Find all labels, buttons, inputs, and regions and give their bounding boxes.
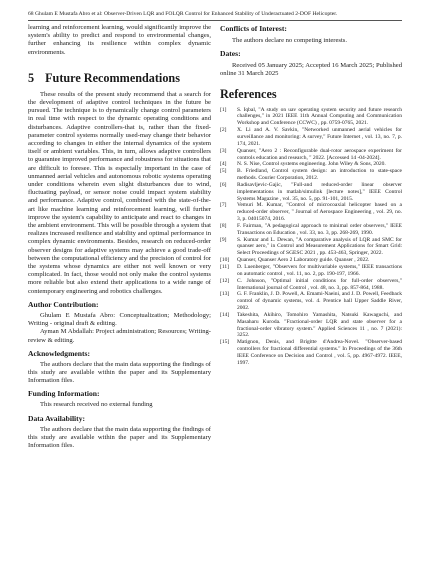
future-recommendations-paragraph: These results of the present study recommend that a search for the development of adaptive control techniques in the future be pursued. The technique is to dynamically change control parameters in real time with respect to the dynamic operating conditions and disturbances. Adaptive controllers-that is, rather than the fixed-parameter control systems normally used-may change their behavior according to changes in either the internal dynamics of the system itself or ambient variables. This, in turn, allows adaptive controllers to guarantee improved performance and robustness for situations that are difficult to foresee. This is especially important in the case of unmanned aerial vehicles and autonomous robotic systems operating under conditions wherein even slight disturbances due to wind, fluctuating payload, or sensor noise could impact system stability and performance. Adaptive control, combined with the state-of-the-art like machine learning and reinforcement learning, will further improve the system's capability to anticipate and react to changes in the ambient environment. This will be possible through a system that realizes increased resilience and stability and optimal performance in complex dynamic environments. Besides, research on reduced-order observer designs for adaptive systems may achieve a good trade-off between the computational efficiency and the precision of control for the systems whose dynamics are either not well known or very complicated. In fact, those would not only make the control systems more reliable but also extend their applications to a wide range of contemporary engineering and robotics challenges. — [28, 90, 211, 295]
acknowledgments-heading: Acknowledgments: — [28, 348, 91, 358]
running-header: 68 Ghulam E Mustafa Abro et al: Observer-Driven LQR and FOLQR Control for Enhanced Stability of Underactuated 2-DOF Helicopter. — [28, 11, 338, 17]
dates-text: Received 05 January 2025; Accepted 16 March 2025; Published online 31 March 2025 — [220, 62, 402, 78]
reference-text: Matignon, Denis, and Brigitte d'Andrea-Novel. "Observer-based controllers for fractional differential systems." In Proceedings of the 36th IEEE Conference on Decision and Control , vol. 5, pp. 4967-4972. IEEE, 1997. — [237, 339, 402, 366]
reference-item — [220, 182, 402, 203]
reference-number: [7] — [220, 202, 227, 209]
reference-item — [220, 161, 402, 168]
reference-number: [14] — [220, 311, 230, 318]
reference-text: B. Friedland, Control system design: an introduction to state-space methods. Courier Corporation, 2012. — [237, 168, 402, 182]
author-contribution-heading: Author Contribution: — [28, 299, 99, 309]
right-column — [220, 24, 402, 367]
reference-item — [220, 202, 402, 223]
reference-item — [220, 257, 402, 264]
reference-number: [2] — [220, 127, 227, 134]
header-divider — [28, 20, 402, 21]
reference-item — [220, 237, 402, 258]
references-list — [220, 107, 402, 367]
reference-item — [220, 339, 402, 366]
reference-number: [1] — [220, 106, 227, 113]
funding-text: This research received no external funding — [40, 401, 153, 409]
reference-item — [220, 107, 402, 128]
reference-text: D. Luenberger, "Observers for multivariable systems," IEEE transactions on automatic control , vol. 11, no. 2, pp. 190-197, 1966. — [237, 264, 402, 277]
reference-number: [11] — [220, 264, 229, 271]
reference-text: Takeshita, Akihiro, Tomohiro Yamashita, Natsuki Kawaguchi, and Masaharu Kuroda. "Fractional-order LQR and state observer for a fractional-order vibratory system." Applied Sciences 11 , no. 7 (2021): 3252. — [237, 311, 402, 339]
reference-text: F. Fairman, "A pedagogical approach to minimal order observers," IEEE Transactions on Education , vol. 33, no. 3, pp. 268-269, 1990. — [237, 222, 402, 236]
dates-heading: Dates: — [220, 49, 241, 59]
section-title: Future Recommendations — [45, 70, 180, 85]
data-availability-text: The authors declare that the main data supporting the findings of this study are available within the paper and its Supplementary Information files. — [28, 425, 211, 449]
reference-item — [220, 291, 402, 312]
reference-item — [220, 223, 402, 237]
acknowledgments-text: The authors declare that the main data supporting the findings of this study are available within the paper and its Supplementary Information files. — [28, 360, 211, 385]
reference-text: Vemuri M. Kumar, "Control of microcoaxial helicopter based on a reduced-order observer, " Journal of Aerospace Engineering , vol. 29, no. 3, p. 04015074, 2016. — [237, 202, 402, 223]
reference-number: [10] — [220, 257, 230, 264]
reference-item — [220, 148, 402, 162]
reference-item — [220, 312, 402, 339]
reference-text: Quanser, "Aero 2 : Reconfigurable dual-rotor aerospace experiment for controls education and research, " 2022. [Accessed 14 -04-2024]. — [237, 147, 402, 161]
reference-number: [15] — [220, 339, 230, 346]
reference-item — [220, 278, 402, 292]
reference-text: S. Kumar and L. Dewan, "A comparative analysis of LQR and SMC for quanser aero," in Control and Measurement Applications for Smart Grid: Select Proceedings of SGESC 2021 , pp. 453-463, Springer, 2022. — [237, 236, 402, 257]
reference-number: [12] — [220, 277, 230, 284]
reference-text: S. Iqbal, "A study on uav operating system security and future research challenges," in 2021 IEEE 11th Annual Computing and Communication Workshop and Conference (CCWC) , pp. 0759-0765, 2021. — [237, 106, 402, 127]
conflicts-heading: Conflicts of Interest: — [220, 24, 287, 33]
reference-number: [9] — [220, 236, 227, 243]
reference-text: Radisavljevic-Gajic, "Full-and reduced-order linear observer implementations in matlab/simulink [lecture notes]," IEEE Control Systems Magazine , vol. 35, no. 5, pp. 91-101, 2015. — [237, 181, 402, 202]
section-heading-future-recommendations — [28, 71, 211, 85]
author-contribution-text-2: Ayman M Abdallah: Project administration; Resources; Writing-review & editing. — [28, 328, 211, 344]
reference-number: [4] — [220, 161, 227, 168]
left-column — [28, 24, 211, 450]
reference-text: Quanser, Quanser Aero 2 Laboratory guide. Quanser , 2022. — [237, 257, 370, 264]
section-number: 5 — [28, 70, 35, 85]
reference-item — [220, 264, 402, 278]
reference-text: N. S. Nise, Control systems engineering. John Wiley & Sons, 2020. — [237, 161, 386, 168]
author-contribution-text-1: Ghulam E Mustafa Abro: Conceptualization; Methodology; Writing - original draft & editing. — [28, 311, 211, 328]
reference-text: G. F. Franklin, J. D. Powell, A. Emami-Naeini, and J. D. Powell, Feedback control of dynamic systems, vol. 4. Prentice hall Upper Saddle River, 2002. — [237, 291, 402, 312]
references-title: References — [220, 86, 277, 101]
funding-heading: Funding Information: — [28, 389, 100, 399]
reference-item — [220, 168, 402, 182]
reference-number: [5] — [220, 168, 227, 175]
reference-number: [13] — [220, 291, 230, 298]
reference-item — [220, 127, 402, 148]
reference-text: C. Johnson, "Optimal initial conditions for full-order observers," International journal of Control , vol. 48, no. 3, pp. 857-864, 1988. — [237, 277, 402, 291]
reference-number: [3] — [220, 147, 227, 154]
data-availability-heading: Data Availability: — [28, 413, 86, 423]
references-heading — [220, 87, 402, 101]
reference-text: X. Li and A. V. Savkin, "Networked unmanned aerial vehicles for surveillance and monitoring: A survey," Future Internet , vol. 13, no. 7, p. 174, 2021. — [237, 127, 402, 147]
intro-paragraph: learning and reinforcement learning, would significantly improve the system's ability to predict and respond to environmental changes, further enhancing its resilience within complex dynamic environments. — [28, 24, 211, 56]
reference-number: [6] — [220, 181, 227, 188]
reference-number: [8] — [220, 222, 227, 229]
conflicts-text: The authors declare no competing interests. — [232, 37, 347, 44]
